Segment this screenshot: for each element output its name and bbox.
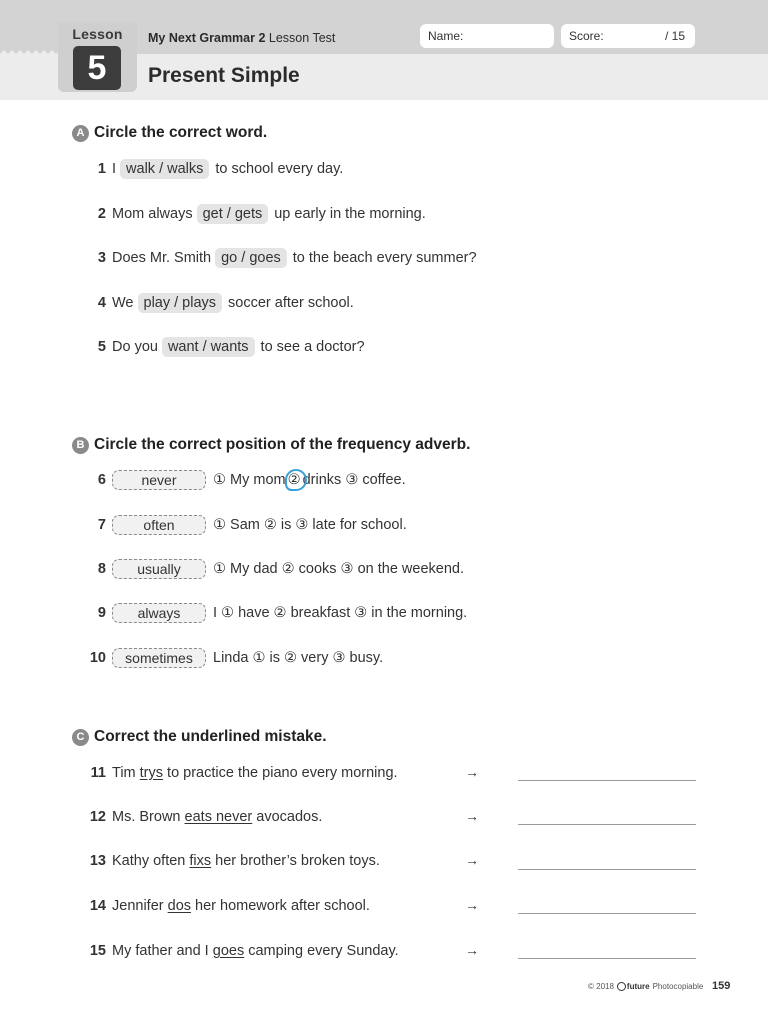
adverb-box: often [112,515,206,535]
question-7 [84,513,407,537]
word-choice[interactable]: go / goes [215,248,287,268]
decorative-zigzag [0,46,60,60]
question-number: 1 [97,161,106,177]
underlined-mistake: fixs [189,853,212,869]
question-text-post: to practice the piano every morning. [167,765,398,781]
question-number: 14 [89,898,106,914]
question-text-pre: My father and I [112,943,209,959]
section-b-heading [72,436,470,454]
answer-line[interactable] [518,913,696,914]
publisher-logo [617,982,650,991]
book-name: My Next Grammar 2 [148,31,266,45]
answer-line[interactable] [518,780,696,781]
sentence[interactable]: Linda ① is ② very ③ busy. [213,650,384,666]
adverb-box: usually [112,559,206,579]
question-1 [84,157,343,181]
underlined-mistake: goes [212,943,245,959]
lesson-label: Lesson [72,26,123,42]
footer [588,982,703,991]
question-number: 5 [97,339,106,355]
answer-line[interactable] [518,958,696,959]
question-6 [84,468,406,492]
lesson-number: 5 [73,46,121,90]
sentence-part-1: ① My mom [213,472,286,488]
question-text-pre: Ms. Brown [112,809,181,825]
score-label: Score: [569,29,604,43]
copyright: © 2018 [588,982,614,991]
section-b-instruction: Circle the correct position of the frequency adverb. [94,436,471,453]
section-a-heading [72,124,267,142]
word-choice[interactable]: get / gets [197,204,269,224]
circled-position[interactable] [288,472,301,488]
question-13 [84,849,380,873]
adverb-box: sometimes [112,648,206,668]
word-choice[interactable]: walk / walks [120,159,209,179]
test-label: Lesson Test [268,31,336,45]
arrow-icon: → [465,897,479,913]
question-11 [84,761,398,785]
arrow-icon: → [465,808,479,824]
answer-line[interactable] [518,869,696,870]
question-number: 15 [89,943,106,959]
position-marker: ② [287,472,301,488]
page-title: Present Simple [148,64,300,87]
adverb-box: never [112,470,206,490]
arrow-icon: → [465,942,479,958]
photocopiable-label: Photocopiable [652,982,704,991]
question-number: 4 [97,295,106,311]
question-3 [84,246,477,270]
question-text-pre: We [112,295,134,311]
score-total: / 15 [664,29,685,43]
word-choice[interactable]: play / plays [138,293,223,313]
question-number: 13 [89,853,106,869]
question-text-post: to the beach every summer? [292,250,477,266]
question-text-post: to school every day. [215,161,344,177]
question-number: 6 [97,472,106,488]
name-field[interactable] [420,24,554,48]
question-text-post: up early in the morning. [274,206,426,222]
sentence[interactable]: ① My dad ② cooks ③ on the weekend. [213,561,464,577]
arrow-icon: → [465,852,479,868]
question-text-pre: Jennifer [112,898,164,914]
adverb-box: always [112,603,206,623]
question-text-pre: I [112,161,117,177]
question-4 [84,291,354,315]
question-text-pre: Do you [112,339,158,355]
question-14 [84,894,370,918]
question-text-pre: Tim [112,765,136,781]
section-c-instruction: Correct the underlined mistake. [94,728,327,745]
question-number: 7 [97,517,106,533]
score-field[interactable] [561,24,695,48]
publisher-name: future [626,982,650,991]
name-label: Name: [428,29,464,43]
sentence[interactable]: ① Sam ② is ③ late for school. [213,517,407,533]
question-9 [84,601,467,625]
book-title [148,31,335,45]
question-5 [84,335,365,359]
answer-circle-mark [285,469,307,491]
question-text-pre: Does Mr. Smith [112,250,212,266]
page-number: 159 [712,980,731,992]
question-number: 9 [97,605,106,621]
sentence[interactable]: I ① have ② breakfast ③ in the morning. [213,605,468,621]
question-text-post: avocados. [256,809,323,825]
question-text-pre: Kathy often [112,853,186,869]
question-text-pre: Mom always [112,206,193,222]
question-2 [84,202,426,226]
section-b-badge: B [72,437,89,454]
underlined-mistake: dos [167,898,192,914]
underlined-mistake: trys [139,765,164,781]
question-15 [84,939,399,963]
underlined-mistake: eats never [184,809,253,825]
question-text-post: soccer after school. [228,295,354,311]
section-c-heading [72,728,327,746]
question-number: 8 [97,561,106,577]
section-a-instruction: Circle the correct word. [94,124,268,141]
sentence-part-3: drinks ③ coffee. [302,472,406,488]
question-text-post: to see a doctor? [260,339,365,355]
question-12 [84,805,322,829]
question-text-post: camping every Sunday. [248,943,399,959]
question-number: 10 [89,650,106,666]
publisher-logo-icon [617,982,626,991]
section-a-badge: A [72,125,89,142]
question-text-post: her brother’s broken toys. [215,853,380,869]
section-c-badge: C [72,729,89,746]
arrow-icon: → [465,764,479,780]
question-number: 3 [97,250,106,266]
question-number: 11 [90,765,106,781]
word-choice[interactable]: want / wants [162,337,255,357]
answer-line[interactable] [518,824,696,825]
question-text-post: her homework after school. [195,898,370,914]
question-number: 2 [97,206,106,222]
question-10 [84,646,383,670]
question-8 [84,557,464,581]
question-number: 12 [89,809,106,825]
